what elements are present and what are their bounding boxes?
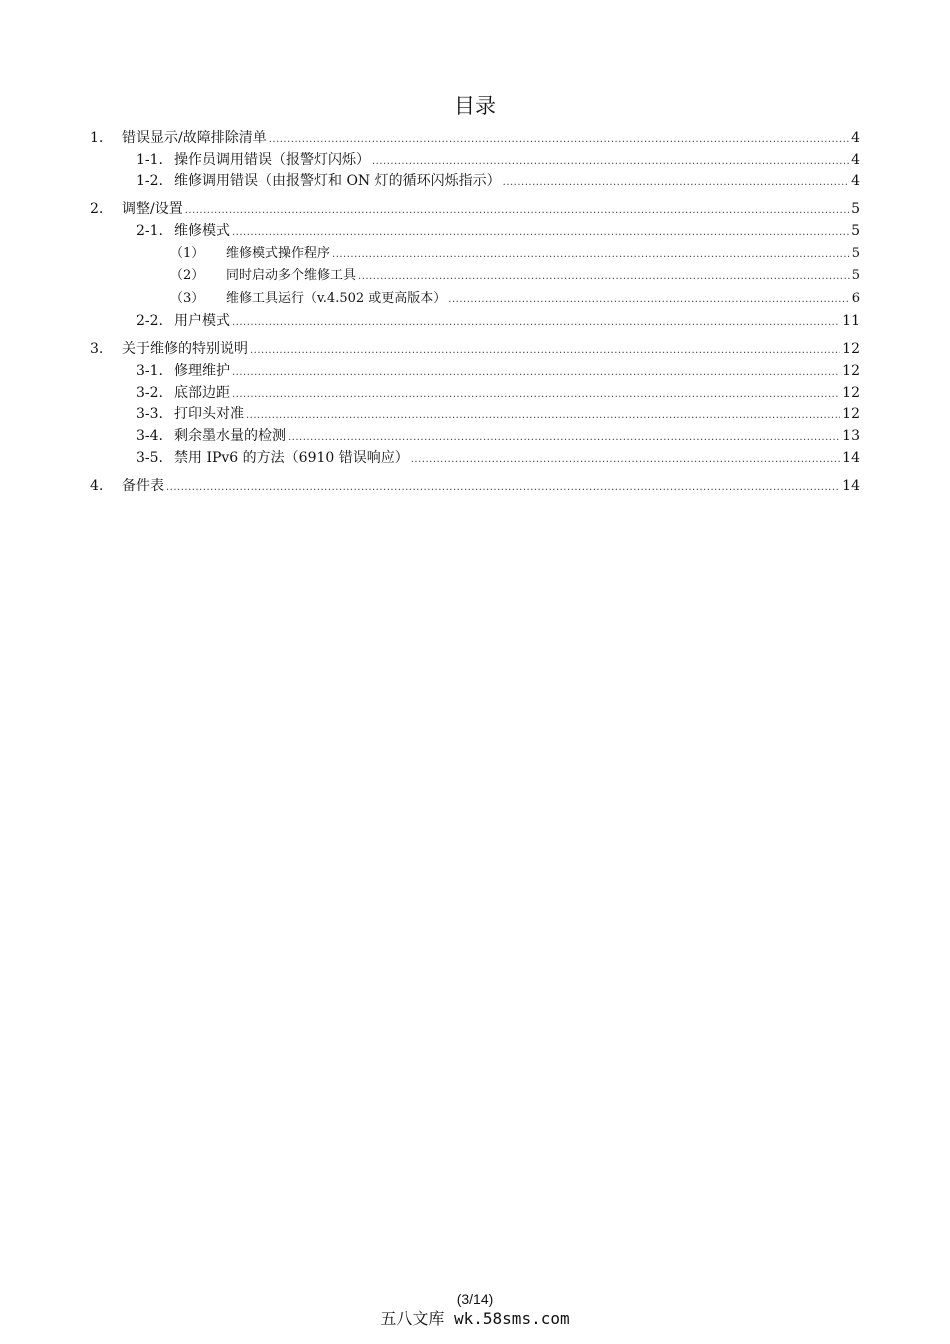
toc-page: 13 bbox=[842, 428, 860, 444]
toc-number: 2-2. bbox=[136, 313, 163, 329]
toc-entry-3[interactable] bbox=[90, 339, 860, 359]
toc-entry-2-1[interactable] bbox=[136, 221, 860, 241]
toc-title: 同时启动多个维修工具 bbox=[226, 268, 357, 283]
toc-page: 14 bbox=[842, 450, 860, 466]
toc-title: 维修模式 bbox=[174, 223, 230, 239]
toc-page: 12 bbox=[842, 341, 860, 357]
toc-title: 用户模式 bbox=[174, 313, 230, 329]
toc-number: 3. bbox=[90, 341, 104, 357]
toc-leader bbox=[448, 290, 849, 310]
toc-number: 3-1. bbox=[136, 363, 163, 379]
page-title: 目录 bbox=[454, 94, 496, 118]
toc-number: 3-3. bbox=[136, 406, 163, 422]
toc-entry-2[interactable] bbox=[90, 199, 860, 219]
toc-page: 11 bbox=[842, 313, 860, 329]
toc-page: 4 bbox=[851, 173, 860, 189]
toc-page: 5 bbox=[851, 246, 860, 261]
toc-title: 关于维修的特别说明 bbox=[122, 341, 248, 357]
toc-number: 1-2. bbox=[136, 173, 163, 189]
toc-number: （1） bbox=[170, 246, 205, 261]
watermark-text: 五八文库 wk.58sms.com bbox=[380, 1309, 570, 1328]
table-of-contents bbox=[0, 0, 950, 520]
toc-number: （3） bbox=[170, 291, 205, 306]
toc-leader bbox=[269, 130, 849, 150]
toc-entry-3-1[interactable] bbox=[136, 361, 860, 381]
toc-number: 3-5. bbox=[136, 450, 163, 466]
toc-page: 4 bbox=[851, 130, 860, 146]
toc-entry-3-5[interactable] bbox=[136, 448, 860, 468]
toc-leader bbox=[232, 223, 849, 243]
toc-entry-3-2[interactable] bbox=[136, 383, 860, 403]
toc-number: 3-2. bbox=[136, 385, 163, 401]
toc-title: 操作员调用错误（报警灯闪烁） bbox=[174, 152, 370, 168]
toc-leader bbox=[232, 363, 840, 383]
toc-number: 1-1. bbox=[136, 152, 163, 168]
toc-page: 12 bbox=[842, 406, 860, 422]
toc-entry-3-4[interactable] bbox=[136, 426, 860, 446]
toc-leader bbox=[185, 201, 849, 221]
toc-entry-1-2[interactable] bbox=[136, 171, 860, 191]
toc-number: 4. bbox=[90, 478, 104, 494]
toc-title: 修理维护 bbox=[174, 363, 230, 379]
toc-title: 调整/设置 bbox=[122, 201, 183, 217]
toc-title: 剩余墨水量的检测 bbox=[174, 428, 286, 444]
toc-leader bbox=[411, 450, 840, 470]
toc-page: 4 bbox=[851, 152, 860, 168]
toc-number: （2） bbox=[170, 268, 205, 283]
toc-entry-4[interactable] bbox=[90, 476, 860, 496]
toc-page: 12 bbox=[842, 363, 860, 379]
toc-number: 3-4. bbox=[136, 428, 163, 444]
toc-title: 错误显示/故障排除清单 bbox=[122, 130, 267, 146]
toc-leader bbox=[288, 428, 840, 448]
toc-leader bbox=[372, 152, 849, 172]
toc-entry-1-1[interactable] bbox=[136, 150, 860, 170]
toc-leader bbox=[166, 478, 840, 498]
toc-page: 12 bbox=[842, 385, 860, 401]
toc-entry-2-1-3[interactable] bbox=[170, 289, 860, 309]
toc-entry-1[interactable] bbox=[90, 128, 860, 148]
toc-leader bbox=[250, 341, 840, 361]
toc-leader bbox=[232, 385, 840, 405]
toc-leader bbox=[503, 173, 849, 193]
toc-leader bbox=[358, 267, 850, 287]
toc-page: 5 bbox=[851, 201, 860, 217]
toc-leader bbox=[246, 406, 840, 426]
toc-title: 禁用 IPv6 的方法（6910 错误响应） bbox=[174, 450, 409, 466]
toc-entry-3-3[interactable] bbox=[136, 404, 860, 424]
toc-title: 维修调用错误（由报警灯和 ON 灯的循环闪烁指示） bbox=[174, 173, 501, 189]
toc-entry-2-1-1[interactable] bbox=[170, 244, 860, 264]
page-number: (3/14) bbox=[456, 1291, 494, 1307]
toc-number: 2. bbox=[90, 201, 104, 217]
toc-number: 1. bbox=[90, 130, 104, 146]
toc-title: 底部边距 bbox=[174, 385, 230, 401]
toc-page: 6 bbox=[851, 291, 860, 306]
toc-number: 2-1. bbox=[136, 223, 163, 239]
toc-title: 打印头对准 bbox=[174, 406, 244, 422]
toc-entry-2-2[interactable] bbox=[136, 311, 860, 331]
toc-entry-2-1-2[interactable] bbox=[170, 266, 860, 286]
toc-title: 备件表 bbox=[122, 478, 164, 494]
toc-leader bbox=[232, 313, 840, 333]
toc-page: 5 bbox=[851, 268, 860, 283]
toc-leader bbox=[332, 245, 850, 265]
toc-page: 14 bbox=[842, 478, 860, 494]
toc-title: 维修模式操作程序 bbox=[226, 246, 331, 261]
toc-page: 5 bbox=[851, 223, 860, 239]
toc-title: 维修工具运行（v.4.502 或更高版本） bbox=[226, 291, 447, 306]
